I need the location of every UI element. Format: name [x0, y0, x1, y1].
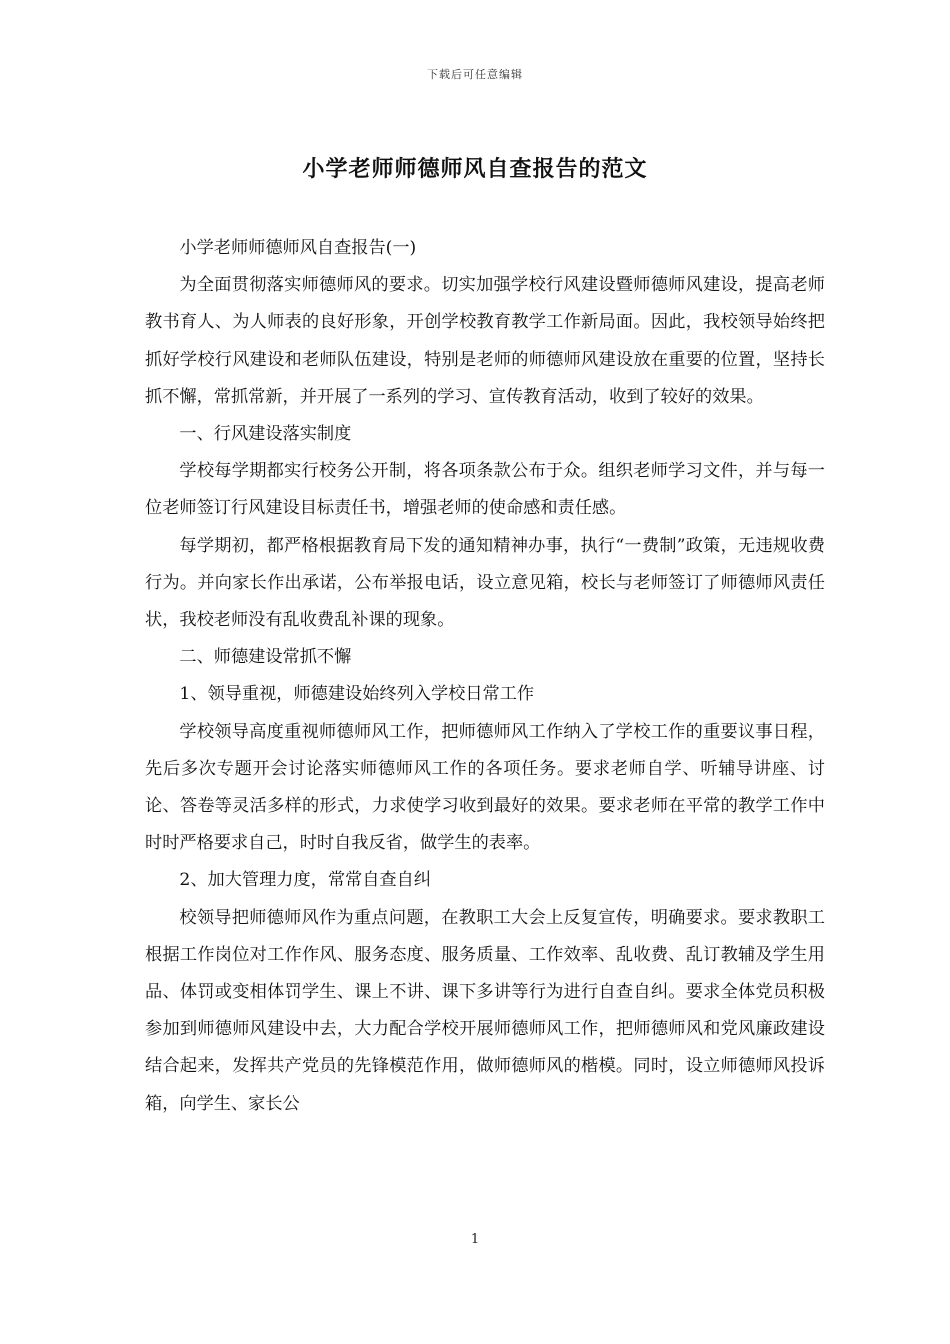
section-heading: 二、师德建设常抓不懈: [179, 647, 352, 668]
body-paragraph: 为全面贯彻落实师德师风的要求。切实加强学校行风建设暨师德师风建设，提高老师教书育人、为人师表的良好形象，开创学校教育教学工作新局面。因此，我校领导始终把抓好学校行风建设和老师队伍建设，特别是老师的师德师风建设放在重要的位置，坚持长抓不懈，常抓常新，并开展了一系列的学习、宣传教育活动，收到了较好的效果。: [145, 275, 825, 407]
header-note: 下载后可任意编辑: [427, 68, 523, 81]
body-paragraph: 学校领导高度重视师德师风工作，把师德师风工作纳入了学校工作的重要议事日程，先后多次专题开会讨论落实师德师风工作的各项任务。要求老师自学、听辅导讲座、讨论、答卷等灵活多样的形式，力求使学习收到最好的效果。要求老师在平常的教学工作中时时严格要求自己，时时自我反省，做学生的表率。: [145, 721, 825, 854]
section-heading: 一、行风建设落实制度: [179, 424, 352, 445]
subsection-heading: 2、加大管理力度，常常自查自纠: [179, 870, 431, 891]
subsection-heading: 1、领导重视，师德建设始终列入学校日常工作: [179, 684, 535, 705]
body-paragraph: 学校每学期都实行校务公开制，将各项条款公布于众。组织老师学习文件，并与每一位老师签订行风建设目标责任书，增强老师的使命感和责任感。: [145, 461, 825, 519]
report-subtitle: 小学老师师德师风自查报告(一): [179, 238, 417, 258]
document-title: 小学老师师德师风自查报告的范文: [302, 156, 648, 182]
body-paragraph: 每学期初，都严格根据教育局下发的通知精神办事，执行“一费制”政策，无违规收费行为。并向家长作出承诺，公布举报电话，设立意见箱，校长与老师签订了师德师风责任状，我校老师没有乱收费乱补课的现象。: [145, 535, 825, 631]
body-paragraph: 校领导把师德师风作为重点问题，在教职工大会上反复宣传，明确要求。要求教职工根据工作岗位对工作作风、服务态度、服务质量、工作效率、乱收费、乱订教辅及学生用品、体罚或变相体罚学生、课上不讲、课下多讲等行为进行自查自纠。要求全体党员积极参加到师德师风建设中去，大力配合学校开展师德师风工作，把师德师风和党风廉政建设结合起来，发挥共产党员的先锋模范作用，做师德师风的楷模。同时，设立师德师风投诉箱，向学生、家长公: [145, 907, 825, 1114]
document-body: [145, 230, 825, 1123]
page-number: 1: [470, 1232, 480, 1247]
